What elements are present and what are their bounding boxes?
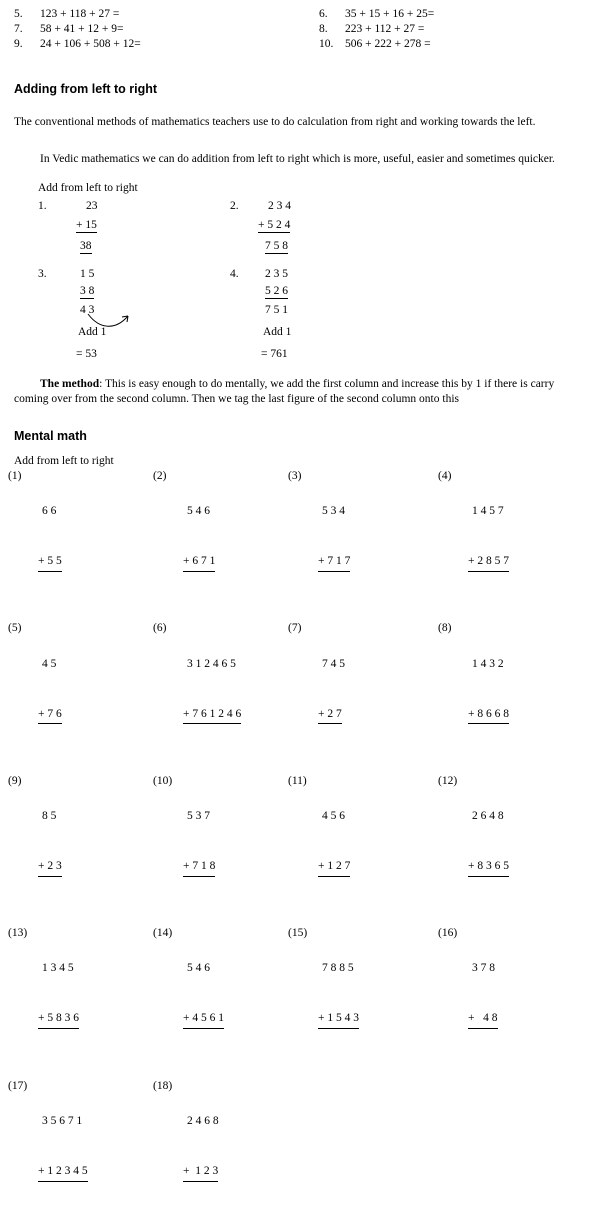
problem-index: (1): [8, 470, 22, 482]
worked-example-line: [76, 219, 97, 233]
problem-bottom-number: [38, 1010, 79, 1029]
paragraph-conventional-methods: The conventional methods of mathematics teachers use to do calculation from right and working towards the left.: [14, 115, 536, 128]
mental-math-problem: [8, 470, 153, 605]
problem-index: (7): [288, 622, 302, 635]
mental-math-grid: [8, 470, 594, 1232]
problem-bottom-value: + 8 6 6 8: [468, 706, 509, 725]
problem-bottom-value: + 2 7: [318, 706, 342, 725]
worked-example-line: 7 5 1: [265, 304, 288, 316]
carry-label: Add 1: [263, 326, 292, 338]
problem-bottom-value: + 7 1 7: [318, 553, 350, 572]
problem-bottom-value: + 1 2 3: [183, 1163, 218, 1182]
problem-body: [468, 775, 509, 910]
mental-math-problem: [153, 622, 288, 757]
problem-bottom-number: [183, 1163, 219, 1182]
underlined-sum: 38: [80, 240, 92, 252]
problem-top-number: 8 5: [42, 810, 57, 823]
problem-index: (14): [153, 927, 173, 940]
problem-index: (13): [8, 927, 28, 940]
mental-math-problem: [438, 470, 588, 605]
mental-math-problem: [8, 622, 153, 757]
exercise-item: [14, 23, 319, 35]
top-exercise-list: [14, 8, 589, 53]
mental-math-problem: [438, 927, 588, 1062]
problem-bottom-number: [318, 706, 347, 725]
label-add-left-to-right-1: Add from left to right: [38, 182, 138, 194]
exercise-item: [319, 8, 434, 20]
problem-top-number: 6 6: [42, 505, 57, 518]
problem-bottom-number: [38, 706, 67, 725]
mental-math-row: [8, 775, 594, 910]
problem-index: (11): [288, 774, 307, 787]
exercise-number: 6.: [319, 8, 328, 20]
exercise-text: 58 + 41 + 12 + 9=: [40, 23, 124, 35]
exercise-item: [319, 23, 424, 35]
problem-body: [183, 622, 241, 757]
problem-top-number: 7 4 5: [322, 657, 345, 670]
paragraph-the-method: [14, 377, 590, 408]
problem-index: (4): [438, 470, 452, 482]
method-text: : This is easy enough to do mentally, we add the first column and increase this by 1 if there is carry coming over from the second column. Then we tag the last figure of the second column onto this: [14, 377, 555, 405]
problem-bottom-value: + 5 5: [38, 553, 62, 572]
problem-bottom-value: + 2 3: [38, 858, 62, 877]
problem-bottom-number: [468, 858, 509, 877]
problem-bottom-number: [318, 553, 350, 572]
problem-index: (17): [8, 1079, 28, 1092]
worked-example-number: 4.: [230, 268, 239, 280]
worked-example-line: [258, 219, 290, 233]
worked-example-result: = 761: [261, 348, 288, 360]
problem-bottom-value: + 1 5 4 3: [318, 1010, 359, 1029]
mental-math-problem: [8, 927, 153, 1062]
worked-example-line: 23: [86, 200, 98, 212]
mental-math-problem: [288, 775, 438, 910]
exercise-number: 5.: [14, 8, 23, 20]
problem-bottom-number: [38, 553, 67, 572]
problem-bottom-value: + 1 2 7: [318, 858, 350, 877]
mental-math-row: [8, 470, 594, 605]
problem-body: [183, 1080, 219, 1215]
problem-top-number: 3 1 2 4 6 5: [187, 657, 236, 670]
mental-math-problem: [8, 775, 153, 910]
mental-math-problem: [288, 622, 438, 757]
problem-body: [183, 470, 215, 605]
underlined-addend: 3 8: [80, 285, 95, 297]
exercise-text: 123 + 118 + 27 =: [40, 8, 120, 20]
worked-example-line: 1 5: [80, 268, 95, 280]
worked-example-result: = 53: [76, 348, 97, 360]
problem-top-number: 7 8 8 5: [322, 962, 354, 975]
problem-bottom-number: [38, 1163, 88, 1182]
problem-top-number: 5 4 6: [187, 962, 210, 975]
problem-index: (8): [438, 622, 452, 635]
mental-math-problem: [438, 622, 588, 757]
problem-top-number: 4 5 6: [322, 810, 345, 823]
problem-bottom-number: [38, 858, 67, 877]
worked-example-number: 2.: [230, 200, 239, 212]
problem-bottom-number: [468, 553, 509, 572]
mental-math-problem: [153, 1080, 288, 1215]
problem-top-number: 5 3 4: [322, 505, 345, 518]
mental-math-row: [8, 622, 594, 757]
problem-top-number: 2 4 6 8: [187, 1114, 219, 1127]
problem-top-number: 4 5: [42, 657, 57, 670]
problem-body: [38, 622, 67, 757]
problem-index: (2): [153, 470, 167, 482]
worked-example-line: [80, 240, 92, 254]
exercise-number: 9.: [14, 38, 23, 50]
problem-bottom-value: + 4 8: [468, 1010, 498, 1029]
paragraph-vedic-addition: In Vedic mathematics we can do addition from left to right which is more, useful, easier and sometimes quicker.: [40, 152, 555, 165]
exercise-row: [14, 8, 589, 20]
problem-bottom-value: + 8 3 6 5: [468, 858, 509, 877]
section-heading-mental-math: Mental math: [14, 429, 87, 443]
section-heading-adding: Adding from left to right: [14, 82, 158, 96]
problem-bottom-value: + 7 1 8: [183, 858, 215, 877]
problem-bottom-number: [183, 706, 241, 725]
mental-math-problem: [288, 927, 438, 1062]
problem-body: [183, 775, 215, 910]
exercise-number: 10.: [319, 38, 334, 50]
problem-index: (12): [438, 774, 458, 787]
problem-body: [468, 622, 509, 757]
problem-body: [318, 622, 347, 757]
mental-math-problem: [438, 775, 588, 910]
underlined-sum: 7 5 8: [265, 240, 288, 252]
mental-math-problem: [8, 1080, 153, 1215]
worked-example-number: 1.: [38, 200, 47, 212]
problem-index: (6): [153, 622, 167, 635]
mental-math-problem: [153, 927, 288, 1062]
problem-bottom-number: [468, 1010, 498, 1029]
mental-math-problem: [288, 470, 438, 605]
problem-body: [38, 927, 79, 1062]
problem-bottom-number: [318, 858, 350, 877]
method-label: The method: [40, 377, 100, 390]
problem-body: [38, 1080, 88, 1215]
problem-bottom-number: [183, 858, 215, 877]
exercise-number: 7.: [14, 23, 23, 35]
worked-example-line: [265, 240, 288, 254]
problem-body: [468, 470, 509, 605]
problem-top-number: 1 3 4 5: [42, 962, 74, 975]
problem-body: [318, 470, 350, 605]
problem-bottom-number: [468, 706, 509, 725]
problem-top-number: 3 7 8: [472, 962, 495, 975]
problem-bottom-value: + 2 8 5 7: [468, 553, 509, 572]
problem-top-number: 1 4 5 7: [472, 505, 504, 518]
worked-example-line: [265, 285, 288, 299]
problem-top-number: 1 4 3 2: [472, 657, 504, 670]
problem-top-number: 5 4 6: [187, 505, 210, 518]
exercise-text: 506 + 222 + 278 =: [345, 38, 431, 50]
exercise-text: 35 + 15 + 16 + 25=: [345, 8, 435, 20]
mental-math-row: [8, 927, 594, 1062]
mental-math-row: [8, 1080, 594, 1215]
underlined-addend: + 5 2 4: [258, 219, 291, 231]
problem-body: [183, 927, 224, 1062]
underlined-addend: 5 2 6: [265, 285, 288, 297]
mental-math-problem: [153, 775, 288, 910]
problem-body: [38, 470, 67, 605]
problem-index: (15): [288, 927, 308, 940]
problem-body: [318, 775, 350, 910]
problem-index: (3): [288, 470, 302, 482]
worked-example-line: 2 3 5: [265, 268, 288, 280]
problem-index: (9): [8, 774, 22, 787]
worked-example-line: 2 3 4: [268, 200, 291, 212]
problem-body: [318, 927, 359, 1062]
problem-bottom-number: [183, 1010, 224, 1029]
exercise-row: [14, 38, 589, 50]
exercise-row: [14, 23, 589, 35]
exercise-item: [14, 8, 319, 20]
exercise-text: 24 + 106 + 508 + 12=: [40, 38, 141, 50]
worked-example-number: 3.: [38, 268, 47, 280]
underlined-addend: + 15: [76, 219, 97, 231]
problem-top-number: 2 6 4 8: [472, 810, 504, 823]
problem-index: (18): [153, 1079, 173, 1092]
exercise-text: 223 + 112 + 27 =: [345, 23, 425, 35]
mental-math-problem: [153, 470, 288, 605]
problem-bottom-value: + 7 6 1 2 4 6: [183, 706, 241, 725]
worked-example-line: [80, 285, 94, 299]
problem-top-number: 5 3 7: [187, 810, 210, 823]
problem-bottom-value: + 4 5 6 1: [183, 1010, 224, 1029]
worked-example-line: 4 3: [80, 304, 95, 316]
problem-top-number: 3 5 6 7 1: [42, 1114, 83, 1127]
problem-bottom-value: + 1 2 3 4 5: [38, 1163, 88, 1182]
problem-bottom-value: + 6 7 1: [183, 553, 215, 572]
label-add-left-to-right-2: Add from left to right: [14, 455, 114, 467]
problem-index: (5): [8, 622, 22, 635]
carry-label: Add 1: [78, 326, 107, 338]
exercise-item: [319, 38, 431, 50]
problem-bottom-number: [183, 553, 215, 572]
exercise-item: [14, 38, 319, 50]
problem-index: (10): [153, 774, 173, 787]
problem-bottom-value: + 7 6: [38, 706, 62, 725]
problem-index: (16): [438, 927, 458, 940]
exercise-number: 8.: [319, 23, 328, 35]
problem-bottom-value: + 5 8 3 6: [38, 1010, 79, 1029]
problem-bottom-number: [318, 1010, 359, 1029]
problem-body: [38, 775, 67, 910]
problem-body: [468, 927, 498, 1062]
